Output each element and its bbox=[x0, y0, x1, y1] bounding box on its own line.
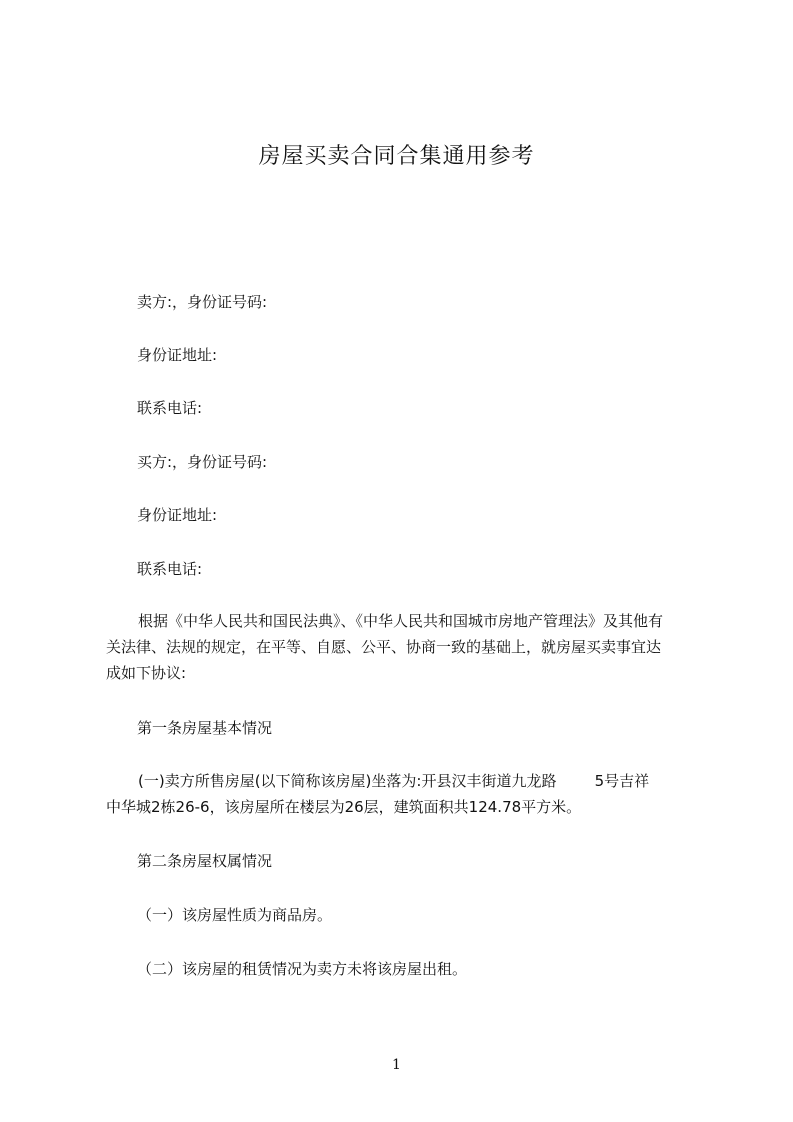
article1-heading: 第一条房屋基本情况 bbox=[137, 719, 273, 737]
preamble-line-2: 关法律、法规的规定，在平等、自愿、公平、协商一致的基础上，就房屋买卖事宜达 bbox=[106, 638, 662, 656]
preamble-line-1: 根据《中华人民共和国民法典》、《中华人民共和国城市房地产管理法》及其他有 bbox=[138, 612, 664, 630]
document-title: 房屋买卖合同合集通用参考 bbox=[258, 144, 535, 169]
preamble-line-3: 成如下协议: bbox=[106, 664, 187, 682]
preamble-paragraph bbox=[106, 608, 700, 686]
page-number: 1 bbox=[392, 1057, 401, 1073]
article1-item1-line-2: 中华城2栋26-6，该房屋所在楼层为26层，建筑面积共124.78平方米。 bbox=[106, 798, 582, 816]
buyer-name-id-line: 买方:，身份证号码: bbox=[137, 453, 268, 471]
article2-heading: 第二条房屋权属情况 bbox=[137, 852, 273, 870]
seller-address-line: 身份证地址: bbox=[137, 346, 218, 364]
article1-item1-line-1: (一)卖方所售房屋(以下简称该房屋)坐落为:开县汉丰街道九龙路 5号吉祥 bbox=[138, 772, 650, 790]
article1-item1-paragraph bbox=[106, 768, 700, 820]
buyer-address-line: 身份证地址: bbox=[137, 506, 218, 524]
seller-phone-line: 联系电话: bbox=[137, 399, 203, 417]
article2-item1: （一）该房屋性质为商品房。 bbox=[137, 906, 333, 924]
article2-item2: （二）该房屋的租赁情况为卖方未将该房屋出租。 bbox=[137, 960, 468, 978]
buyer-phone-line: 联系电话: bbox=[137, 560, 203, 578]
seller-name-id-line: 卖方:，身份证号码: bbox=[137, 293, 268, 311]
